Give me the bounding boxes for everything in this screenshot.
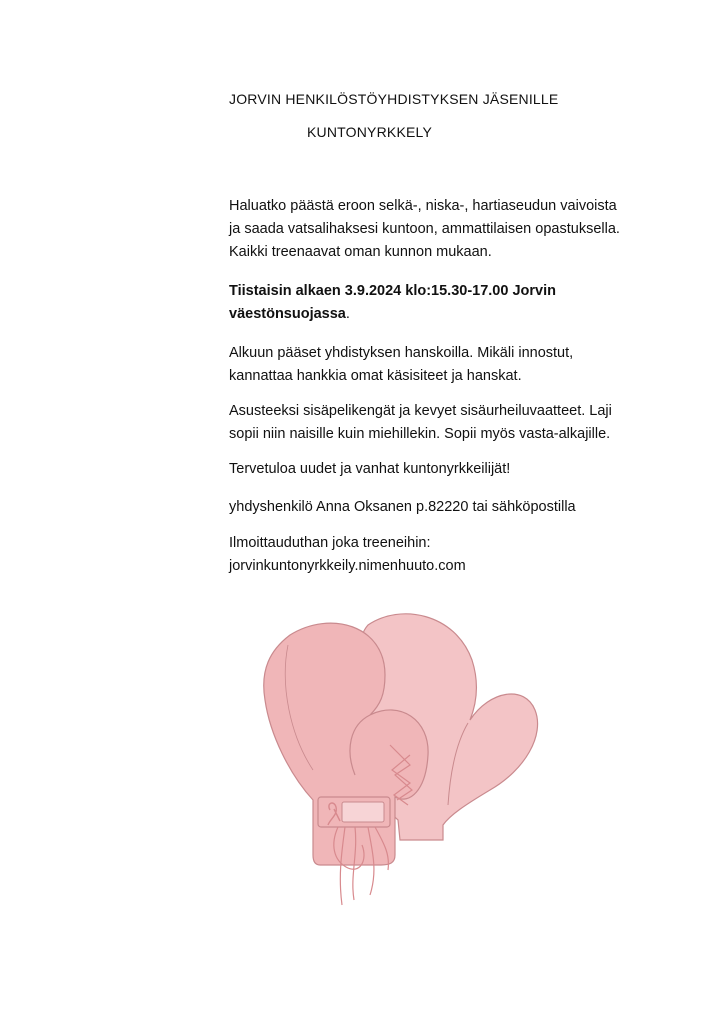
header-line-1: JORVIN HENKILÖSTÖYHDISTYKSEN JÄSENILLE — [229, 91, 559, 107]
clothing-line-2: sopii niin naisille kuin miehillekin. Sopii myös vasta-alkajille. — [229, 426, 611, 442]
signup-line-1: Ilmoittauduthan joka treeneihin: — [229, 535, 431, 551]
contact-text: yhdyshenkilö Anna Oksanen p.82220 tai sähköpostilla — [229, 499, 576, 515]
welcome-text: Tervetuloa uudet ja vanhat kuntonyrkkeilijät! — [229, 461, 511, 477]
intro-line-1: Haluatko päästä eroon selkä-, niska-, hartiaseudun vaivoista — [229, 198, 617, 214]
intro-line-2: ja saada vatsalihaksesi kuntoon, ammattilaisen opastuksella. — [229, 221, 620, 237]
equipment-line-2: kannattaa hankkia omat käsisiteet ja hanskat. — [229, 368, 522, 384]
clothing-line-1: Asusteeksi sisäpelikengät ja kevyet sisäurheiluvaatteet. Laji — [229, 403, 612, 419]
equipment-line-1: Alkuun pääset yhdistyksen hanskoilla. Mikäli innostut, — [229, 345, 574, 361]
header-title: KUNTONYRKKELY — [307, 124, 433, 140]
intro-line-3: Kaikki treenaavat oman kunnon mukaan. — [229, 244, 492, 260]
schedule-line-2 — [229, 304, 350, 325]
schedule-period: . — [345, 306, 350, 322]
cuff-label — [342, 802, 384, 822]
schedule-line-1: Tiistaisin alkaen 3.9.2024 klo:15.30-17.00 Jorvin — [229, 283, 556, 299]
signup-link: jorvinkuntonyrkkeily.nimenhuuto.com — [229, 558, 466, 574]
boxing-gloves-icon — [250, 605, 540, 915]
schedule-location: väestönsuojassa — [229, 306, 346, 322]
